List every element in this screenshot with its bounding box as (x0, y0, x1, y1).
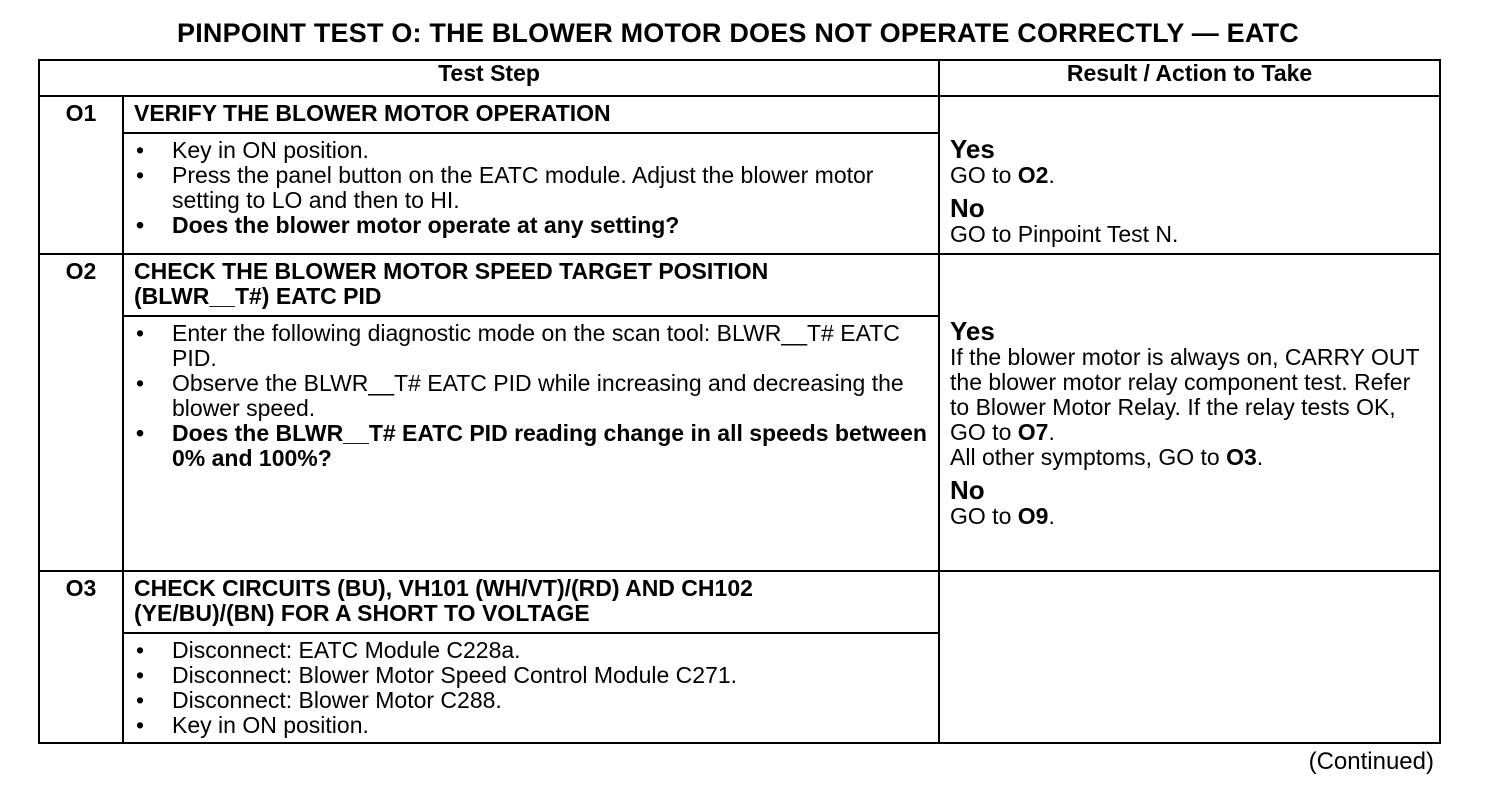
list-item: • Enter the following diagnostic mode on the scan tool: BLWR__T# EATC PID. (134, 321, 928, 371)
step-o2-body (123, 316, 939, 571)
step-id-o3 (39, 571, 123, 743)
list-item: • Disconnect: Blower Motor C288. (134, 688, 928, 713)
step-id-o2 (39, 254, 123, 571)
list-item: • Key in ON position. (134, 713, 928, 738)
step-id-label: O1 (65, 100, 97, 126)
step-id-label: O3 (65, 575, 97, 601)
list-item: • Press the panel button on the EATC module. Adjust the blower motor setting to LO and then to HI. (134, 163, 928, 213)
list-item: • Does the blower motor operate at any setting? (134, 213, 928, 238)
step-o3-body (123, 633, 939, 743)
result-yes-label: Yes (950, 316, 995, 346)
step-o1-bullets (134, 138, 928, 238)
result-no-label: No (950, 475, 985, 505)
step-o2-title-row (39, 254, 1440, 316)
result-header: Result / Action to Take (939, 60, 1440, 96)
list-item: • Key in ON position. (134, 138, 928, 163)
result-no-label: No (950, 193, 985, 223)
step-o3-title (123, 571, 939, 633)
pinpoint-test-table (38, 59, 1441, 744)
step-title-line: CHECK CIRCUITS (BU), VH101 (WH/VT)/(RD) AND CH102 (134, 575, 753, 601)
step-o1-result (939, 96, 1440, 254)
result-yes-label: Yes (950, 134, 995, 164)
result-yes-text: If the blower motor is always on, CARRY OUT the blower motor relay component test. Refer to Blower Motor Relay. If the relay tests OK, GO to O7. (950, 344, 1420, 445)
step-o2-bullets (134, 321, 928, 471)
list-item: • Disconnect: Blower Motor Speed Control Module C271. (134, 663, 928, 688)
table-header-row (39, 60, 1440, 96)
step-o3-title-row (39, 571, 1440, 633)
step-o1-title-row (39, 96, 1440, 133)
result-yes-text-2: All other symptoms, GO to O3. (950, 444, 1264, 470)
result-no-text: GO to O9. (950, 503, 1055, 529)
list-item: • Disconnect: EATC Module C228a. (134, 638, 928, 663)
page-title: PINPOINT TEST O: THE BLOWER MOTOR DOES NOT OPERATE CORRECTLY — EATC (177, 18, 1299, 48)
step-o3-result (939, 571, 1440, 743)
step-title-line: (YE/BU)/(BN) FOR A SHORT TO VOLTAGE (134, 600, 590, 626)
list-item: • Observe the BLWR__T# EATC PID while increasing and decreasing the blower speed. (134, 371, 928, 421)
result-no-text: GO to Pinpoint Test N. (950, 221, 1179, 247)
list-item: • Does the BLWR__T# EATC PID reading change in all speeds between 0% and 100%? (134, 421, 928, 471)
step-title-line: VERIFY THE BLOWER MOTOR OPERATION (134, 100, 611, 126)
test-step-header: Test Step (39, 60, 939, 96)
step-title-line: CHECK THE BLOWER MOTOR SPEED TARGET POSITION (134, 258, 769, 284)
continued-note: (Continued) (1308, 748, 1434, 775)
step-o1-title (123, 96, 939, 133)
step-id-label: O2 (65, 258, 97, 284)
step-o2-title (123, 254, 939, 316)
step-title-line: (BLWR__T#) EATC PID (134, 283, 382, 309)
step-o1-body (123, 133, 939, 254)
step-o3-bullets (134, 638, 928, 738)
step-id-o1 (39, 96, 123, 254)
result-yes-text: GO to O2. (950, 162, 1055, 188)
step-o2-result (939, 254, 1440, 571)
